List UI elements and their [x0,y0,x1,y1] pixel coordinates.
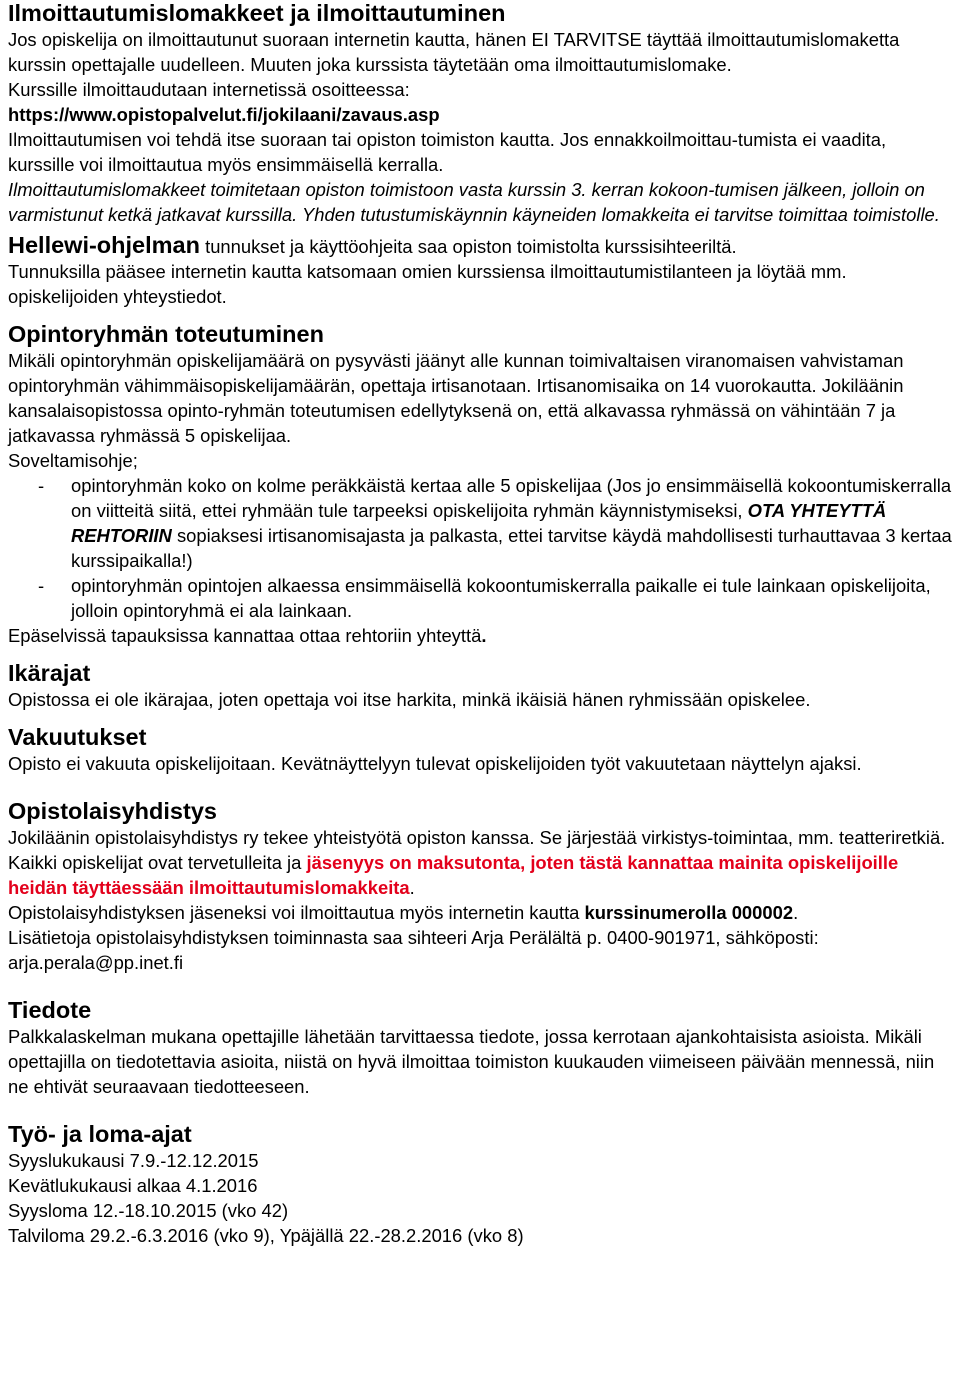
group-paragraph-3-text: Epäselvissä tapauksissa kannattaa ottaa rehtoriin yhteyttä [8,625,482,646]
section-title-schedule: Työ- ja loma-ajat [8,1121,192,1147]
list-item-1c: sopiaksesi irtisanomisajasta ja palkasta, ettei tarvitse käydä mahdollisesti turhauttavaa 3 kertaa kurssipaikalla!) [71,525,952,571]
association-paragraph-2 [8,900,952,925]
list-dash: - [38,575,45,596]
bulletin-paragraph: Palkkalaskelman mukana opettajille lähetään tarvittaessa tiedote, jossa kerrotaan ajankohtaisista asioista. Mikäli opettajilla on tiedotettavia asioita, niistä on hyvä ilmoittaa toimiston kuukauden viimeiseen päivään mennessä, niin ne ehtivät seuraavaan tiedotteeseen. [8,1026,935,1097]
list-item [8,473,952,573]
section-title-association: Opistolaisyhdistys [8,798,217,824]
registration-paragraph-3a: Ilmoittautumisen voi tehdä itse suoraan tai opiston toimiston kautta. [8,129,555,150]
age-paragraph: Opistossa ei ole ikärajaa, joten opettaja voi itse harkita, minkä ikäisiä hänen ryhmissään opiskelee. [8,689,811,710]
schedule-line: Kevätlukukausi alkaa 4.1.2016 [8,1175,258,1196]
insurance-paragraph: Opisto ei vakuuta opiskelijoitaan. Kevätnäyttelyyn tulevat opiskelijoiden työt vakuutetaan näyttelyn ajaksi. [8,753,862,774]
hellewi-lead: Hellewi-ohjelman [8,232,200,258]
section-title-bulletin: Tiedote [8,997,92,1023]
schedule-line: Syysloma 12.-18.10.2015 (vko 42) [8,1200,289,1221]
association-text-2a: Opistolaisyhdistyksen jäseneksi voi ilmoittautua myös internetin kautta [8,902,585,923]
section-title-group: Opintoryhmän toteutuminen [8,321,324,347]
list-item-2: opintoryhmän opintojen alkaessa ensimmäisellä kokoontumiskerralla paikalle ei tule lainkaan opiskelijoita, jolloin opintoryhmä ei ala lainkaan. [71,575,931,621]
list-item [8,573,952,623]
association-text-red: jäsenyys on maksutonta, joten tästä kannattaa mainita opiskelijoille heidän täyttäessään ilmoittautumislomakkeita [8,852,899,898]
registration-url[interactable]: https://www.opistopalvelut.fi/jokilaani/zavaus.asp [8,104,440,125]
registration-paragraph-2: Kurssille ilmoittaudutaan internetissä osoitteessa: [8,79,410,100]
list-item-1a: opintoryhmän koko on kolme peräkkäistä kertaa alle 5 opiskelijaa (Jos jo ensimmäisellä kokoontumiskerralla on viitteitä siitä, ettei ryhmään tule tarpeeksi opiskelijoita ryhmän käynnistymiseksi, [71,475,952,521]
registration-paragraph-3 [8,127,952,177]
list-item-1b: OTA YHTEYTTÄ REHTORIIN [71,500,887,546]
registration-paragraph-1: Jos opiskelija on ilmoittautunut suoraan internetin kautta, hänen EI TARVITSE täyttää ilmoittautumislomaketta kurssin opettajalle uudelleen. Muuten joka kurssista täytetään oma ilmoittautumislomake. [8,29,900,75]
schedule-line: Syyslukukausi 7.9.-12.12.2015 [8,1150,259,1171]
hellewi-paragraph-2: Tunnuksilla pääsee internetin kautta katsomaan omien kurssiensa ilmoittautumistilanteen ja löytää mm. opiskelijoiden yhteystiedot. [8,261,847,307]
hellewi-paragraph-1 [8,233,952,259]
section-title-registration: Ilmoittautumislomakkeet ja ilmoittautuminen [8,0,506,26]
group-paragraph-3-end: . [481,625,487,646]
association-text-2end: . [793,902,799,923]
group-paragraph-3 [8,623,952,648]
association-text-1a: Jokiläänin opistolaisyhdistys ry tekee yhteistyötä opiston kanssa. Se järjestää virkistys-toimintaa, mm. teatteriretkiä. Kaikki opiskelijat ovat tervetulleita ja [8,827,946,873]
group-paragraph-1: Mikäli opintoryhmän opiskelijamäärä on pysyvästi jäänyt alle kunnan toimivaltaisen viranomaisen vahvistaman opintoryhmän vähimmäisopiskelijamäärän, opettaja irtisanotaan. Irtisanomisaika on 14 vuorokautta. Jokiläänin kansalaisopistossa opinto-ryhmän toteutumisen edellytyksenä on, että alkavassa ryhmässä on vähintään 7 ja jatkavassa ryhmässä 5 opiskelijaa. [8,350,904,446]
association-paragraph-3: Lisätietoja opistolaisyhdistyksen toiminnasta saa sihteeri Arja Perälältä p. 0400-901971, sähköposti: arja.perala@pp.inet.fi [8,927,819,973]
association-text-1end: . [409,877,415,898]
group-paragraph-2: Soveltamisohje; [8,450,138,471]
schedule-line: Talviloma 29.2.-6.3.2016 (vko 9), Ypäjällä 22.-28.2.2016 (vko 8) [8,1225,524,1246]
hellewi-text-1: tunnukset ja käyttöohjeita saa opiston toimistolta kurssisihteeriltä. [199,236,737,257]
section-title-insurance: Vakuutukset [8,724,147,750]
registration-paragraph-3b: Jos ennakkoilmoittau-tumista ei vaadita, kurssille voi ilmoittautua myös ensimmäisellä kerralla. [8,129,887,175]
association-paragraph-1 [8,825,952,900]
list-dash: - [38,475,45,496]
section-title-age: Ikärajat [8,660,91,686]
registration-paragraph-4: Ilmoittautumislomakkeet toimitetaan opiston toimistoon vasta kurssin 3. kerran kokoon-tumisen jälkeen, jolloin on varmistunut ketkä jatkavat kurssilla. Yhden tutustumiskäynnin käyneiden lomakkeita ei tarvitse toimittaa toimistolle. [8,179,940,225]
association-text-2b: kurssinumerolla 000002 [584,902,794,923]
